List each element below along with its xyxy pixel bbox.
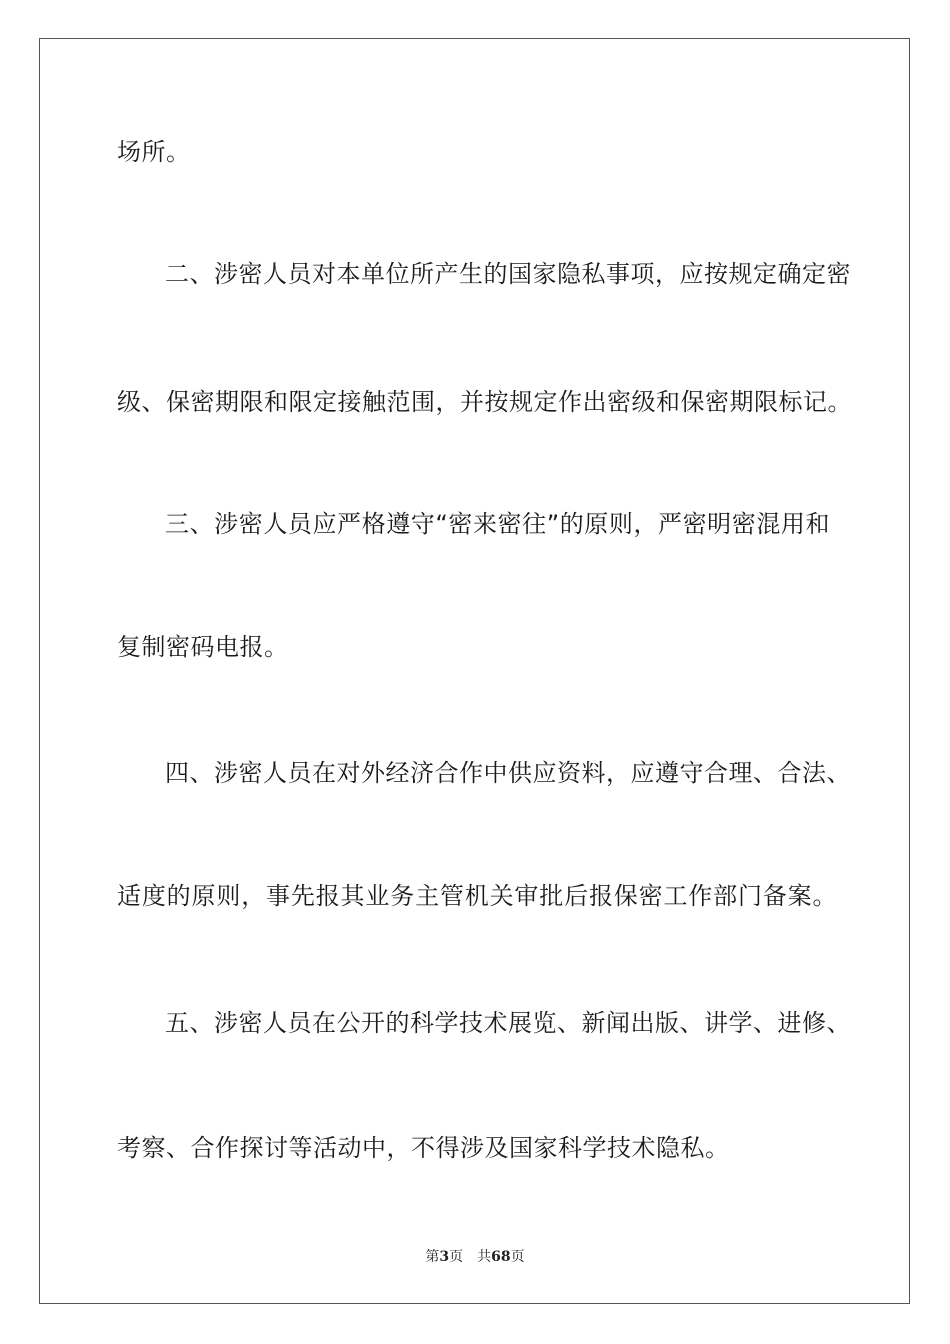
total-pages: 68 [491, 1249, 511, 1265]
text-line-4: 三、涉密人员应严格遵守“密来密往”的原则，严密明密混用和 [165, 510, 830, 538]
text-line-7: 适度的原则，事先报其业务主管机关审批后报保密工作部门备案。 [117, 882, 837, 910]
text-line-9: 考察、合作探讨等活动中，不得涉及国家科学技术隐私。 [117, 1134, 730, 1162]
total-prefix: 共 [477, 1249, 492, 1265]
text-line-2: 二、涉密人员对本单位所产生的国家隐私事项，应按规定确定密 [165, 260, 851, 288]
page-number: 3 [439, 1249, 450, 1265]
text-line-6: 四、涉密人员在对外经济合作中供应资料，应遵守合理、合法、 [165, 759, 851, 787]
text-line-5: 复制密码电报。 [117, 633, 289, 661]
total-suffix: 页 [510, 1249, 525, 1265]
page-border [39, 38, 910, 1304]
text-line-1: 场所。 [117, 138, 191, 166]
page-prefix: 第 [425, 1249, 440, 1265]
page-footer [0, 1248, 950, 1266]
text-line-3: 级、保密期限和限定接触范围，并按规定作出密级和保密期限标记。 [117, 388, 852, 416]
page-suffix: 页 [449, 1249, 464, 1265]
text-line-8: 五、涉密人员在公开的科学技术展览、新闻出版、讲学、进修、 [165, 1009, 851, 1037]
